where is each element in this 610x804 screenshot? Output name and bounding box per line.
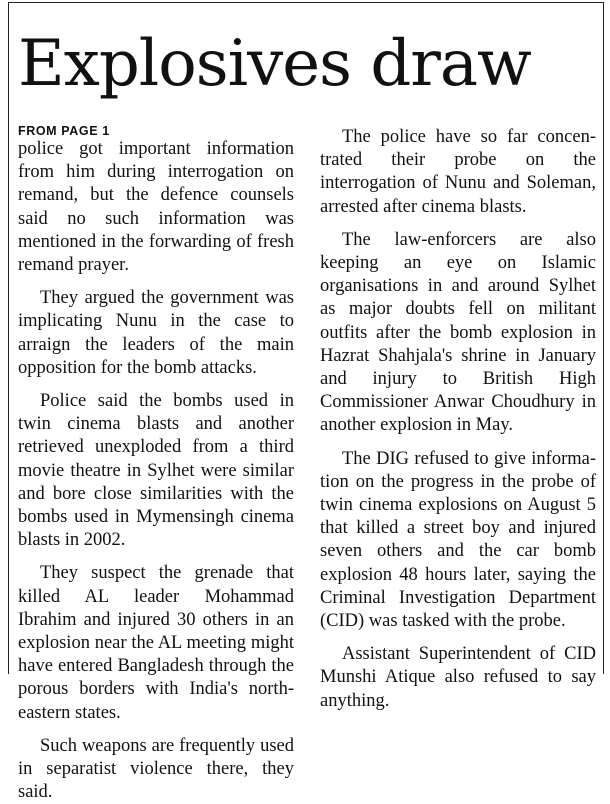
- paragraph: They argued the government was implicating Nunu in the case to arraign the leaders of the main opposition for the bomb attacks.: [18, 288, 294, 378]
- paragraph: The DIG refused to give information on the progress in the probe of twin cinema explosions on August 5 that killed a street boy and injured seven others and the car bomb explosion 48 hours later, saying the Criminal Investigation Department (CID) was tasked with the probe.: [320, 448, 596, 632]
- paragraph: Such weapons are frequently used in separatist violence there, they said.: [18, 735, 294, 803]
- paragraph: Police said the bombs used in twin cinema blasts and another retrieved unexploded from a third movie theatre in Sylhet were similar and bore close similarities with the bombs used in Mymensingh cinema blasts in 2002.: [18, 391, 294, 551]
- paragraph: The police have so far concentrated their probe on the interrogation of Nunu and Soleman, arrested after cinema blasts.: [320, 127, 596, 217]
- right-column: [320, 126, 596, 713]
- kicker: FROM PAGE 1: [18, 124, 110, 138]
- paragraph: The law-enforcers are also keeping an eye on Islamic organisations in and around Sylhet as major doubts fell on militant outfits after the bomb explosion in Hazrat Shahjala's shrine in January and injury to British High Commissioner Anwar Choudhury in another explosion in May.: [320, 229, 596, 436]
- paragraph: They suspect the grenade that killed AL leader Mohammad Ibrahim and injured 30 others in an explosion near the AL meeting might have entered Bangladesh through the porous borders with India's northeastern states.: [18, 563, 294, 723]
- paragraph: Assistant Superintendent of CID Munshi Atique also refused to say anything.: [320, 644, 596, 711]
- paragraph: police got important information from him during interrogation on remand, but the defence counsels said no such information was mentioned in the forwarding of fresh remand prayer.: [18, 139, 294, 276]
- left-column: [18, 124, 294, 804]
- headline: Explosives draw: [18, 27, 531, 101]
